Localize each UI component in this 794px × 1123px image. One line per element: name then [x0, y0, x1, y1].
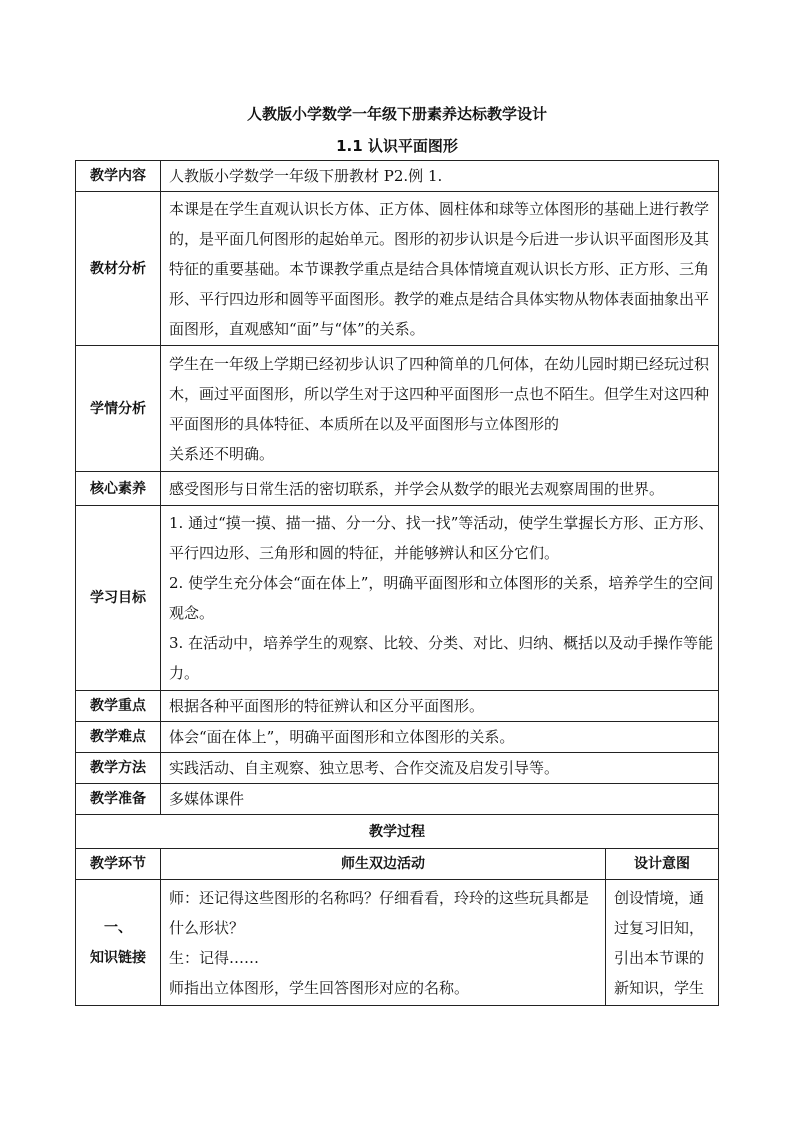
activity-line: 生：记得……	[169, 948, 260, 967]
row-value	[161, 784, 719, 815]
row-core-literacy	[76, 472, 719, 506]
lesson-plan-table	[75, 160, 719, 1006]
activity-line: 师指出立体图形，学生回答图形对应的名称。	[169, 978, 470, 997]
row-text: 学生在一年级上学期已经初步认识了四种简单的几何体，在幼儿园时期已经玩过积木，画过平面图形，所以学生对于这四种平面图形一点也不陌生。但学生对这四种平面图形的具体特征、本质所在以及平面图形与立体图形的	[169, 354, 710, 433]
row-textbook-analysis	[76, 192, 719, 346]
stage-name: 知识链接	[90, 949, 146, 966]
objective-item: 3. 在活动中，培养学生的观察、比较、分类、对比、归纳、概括以及动手操作等能力。	[169, 634, 714, 682]
activity-line: 师：还记得这些图形的名称吗？仔细看看，玲玲的这些玩具都是什么形状？	[169, 888, 590, 937]
row-label: 教学重点	[76, 691, 161, 722]
objective-item: 1. 通过“摸一摸、描一描、分一分、找一找”等活动，使学生掌握长方形、正方形、平行四边形、三角形和圆的特征，并能够辨认和区分它们。	[169, 514, 714, 562]
row-label: 学情分析	[76, 346, 161, 472]
row-text: 根据各种平面图形的特征辨认和区分平面图形。	[169, 697, 485, 715]
row-difficulties	[76, 722, 719, 753]
row-text: 关系还不明确。	[169, 444, 275, 463]
row-learning-objectives	[76, 506, 719, 691]
row-content	[76, 161, 719, 192]
row-value	[161, 161, 719, 192]
header-activity: 师生双边活动	[161, 849, 606, 880]
process-title-row	[76, 815, 719, 849]
stage-cell	[76, 880, 161, 1006]
row-text: 多媒体课件	[169, 790, 245, 808]
row-label: 学习目标	[76, 506, 161, 691]
row-value	[161, 472, 719, 506]
intent-cell: 创设情境，通过复习旧知，引出本节课的新知识，学生	[606, 880, 719, 1006]
row-methods	[76, 753, 719, 784]
row-student-analysis	[76, 346, 719, 472]
row-text: 感受图形与日常生活的密切联系，并学会从数学的眼光去观察周围的世界。	[169, 479, 665, 498]
row-label: 教学难点	[76, 722, 161, 753]
row-value	[161, 753, 719, 784]
document-subtitle: 1.1 认识平面图形	[336, 137, 458, 155]
document-title: 人教版小学数学一年级下册素养达标教学设计	[246, 105, 547, 123]
process-header-row	[76, 849, 719, 880]
row-text: 实践活动、自主观察、独立思考、合作交流及启发引导等。	[169, 759, 560, 777]
stage-number: 一、	[104, 919, 132, 936]
process-stage-row	[76, 880, 719, 1006]
header-stage: 教学环节	[76, 849, 161, 880]
process-title: 教学过程	[76, 815, 719, 849]
row-value	[161, 506, 719, 691]
row-label: 教学准备	[76, 784, 161, 815]
header-intent: 设计意图	[606, 849, 719, 880]
objective-item: 2. 使学生充分体会“面在体上”，明确平面图形和立体图形的关系，培养学生的空间观念。	[169, 574, 714, 622]
row-label: 核心素养	[76, 472, 161, 506]
row-text: 人教版小学数学一年级下册教材 P2.例 1.	[169, 167, 443, 185]
row-value	[161, 691, 719, 722]
row-preparation	[76, 784, 719, 815]
row-label: 教材分析	[76, 192, 161, 346]
row-text: 体会“面在体上”，明确平面图形和立体图形的关系。	[169, 728, 515, 746]
row-label: 教学方法	[76, 753, 161, 784]
row-label: 教学内容	[76, 161, 161, 192]
row-value	[161, 192, 719, 346]
activity-cell	[161, 880, 606, 1006]
row-value	[161, 722, 719, 753]
row-key-points	[76, 691, 719, 722]
row-value	[161, 346, 719, 472]
row-text: 本课是在学生直观认识长方体、正方体、圆柱体和球等立体图形的基础上进行教学的，是平面几何图形的起始单元。图形的初步认识是今后进一步认识平面图形及其特征的重要基础。本节课教学重点是结合具体情境直观认识长方形、正方形、三角形、平行四边形和圆等平面图形。教学的难点是结合具体实物从物体表面抽象出平面图形，直观感知“面”与“体”的关系。	[169, 199, 710, 338]
